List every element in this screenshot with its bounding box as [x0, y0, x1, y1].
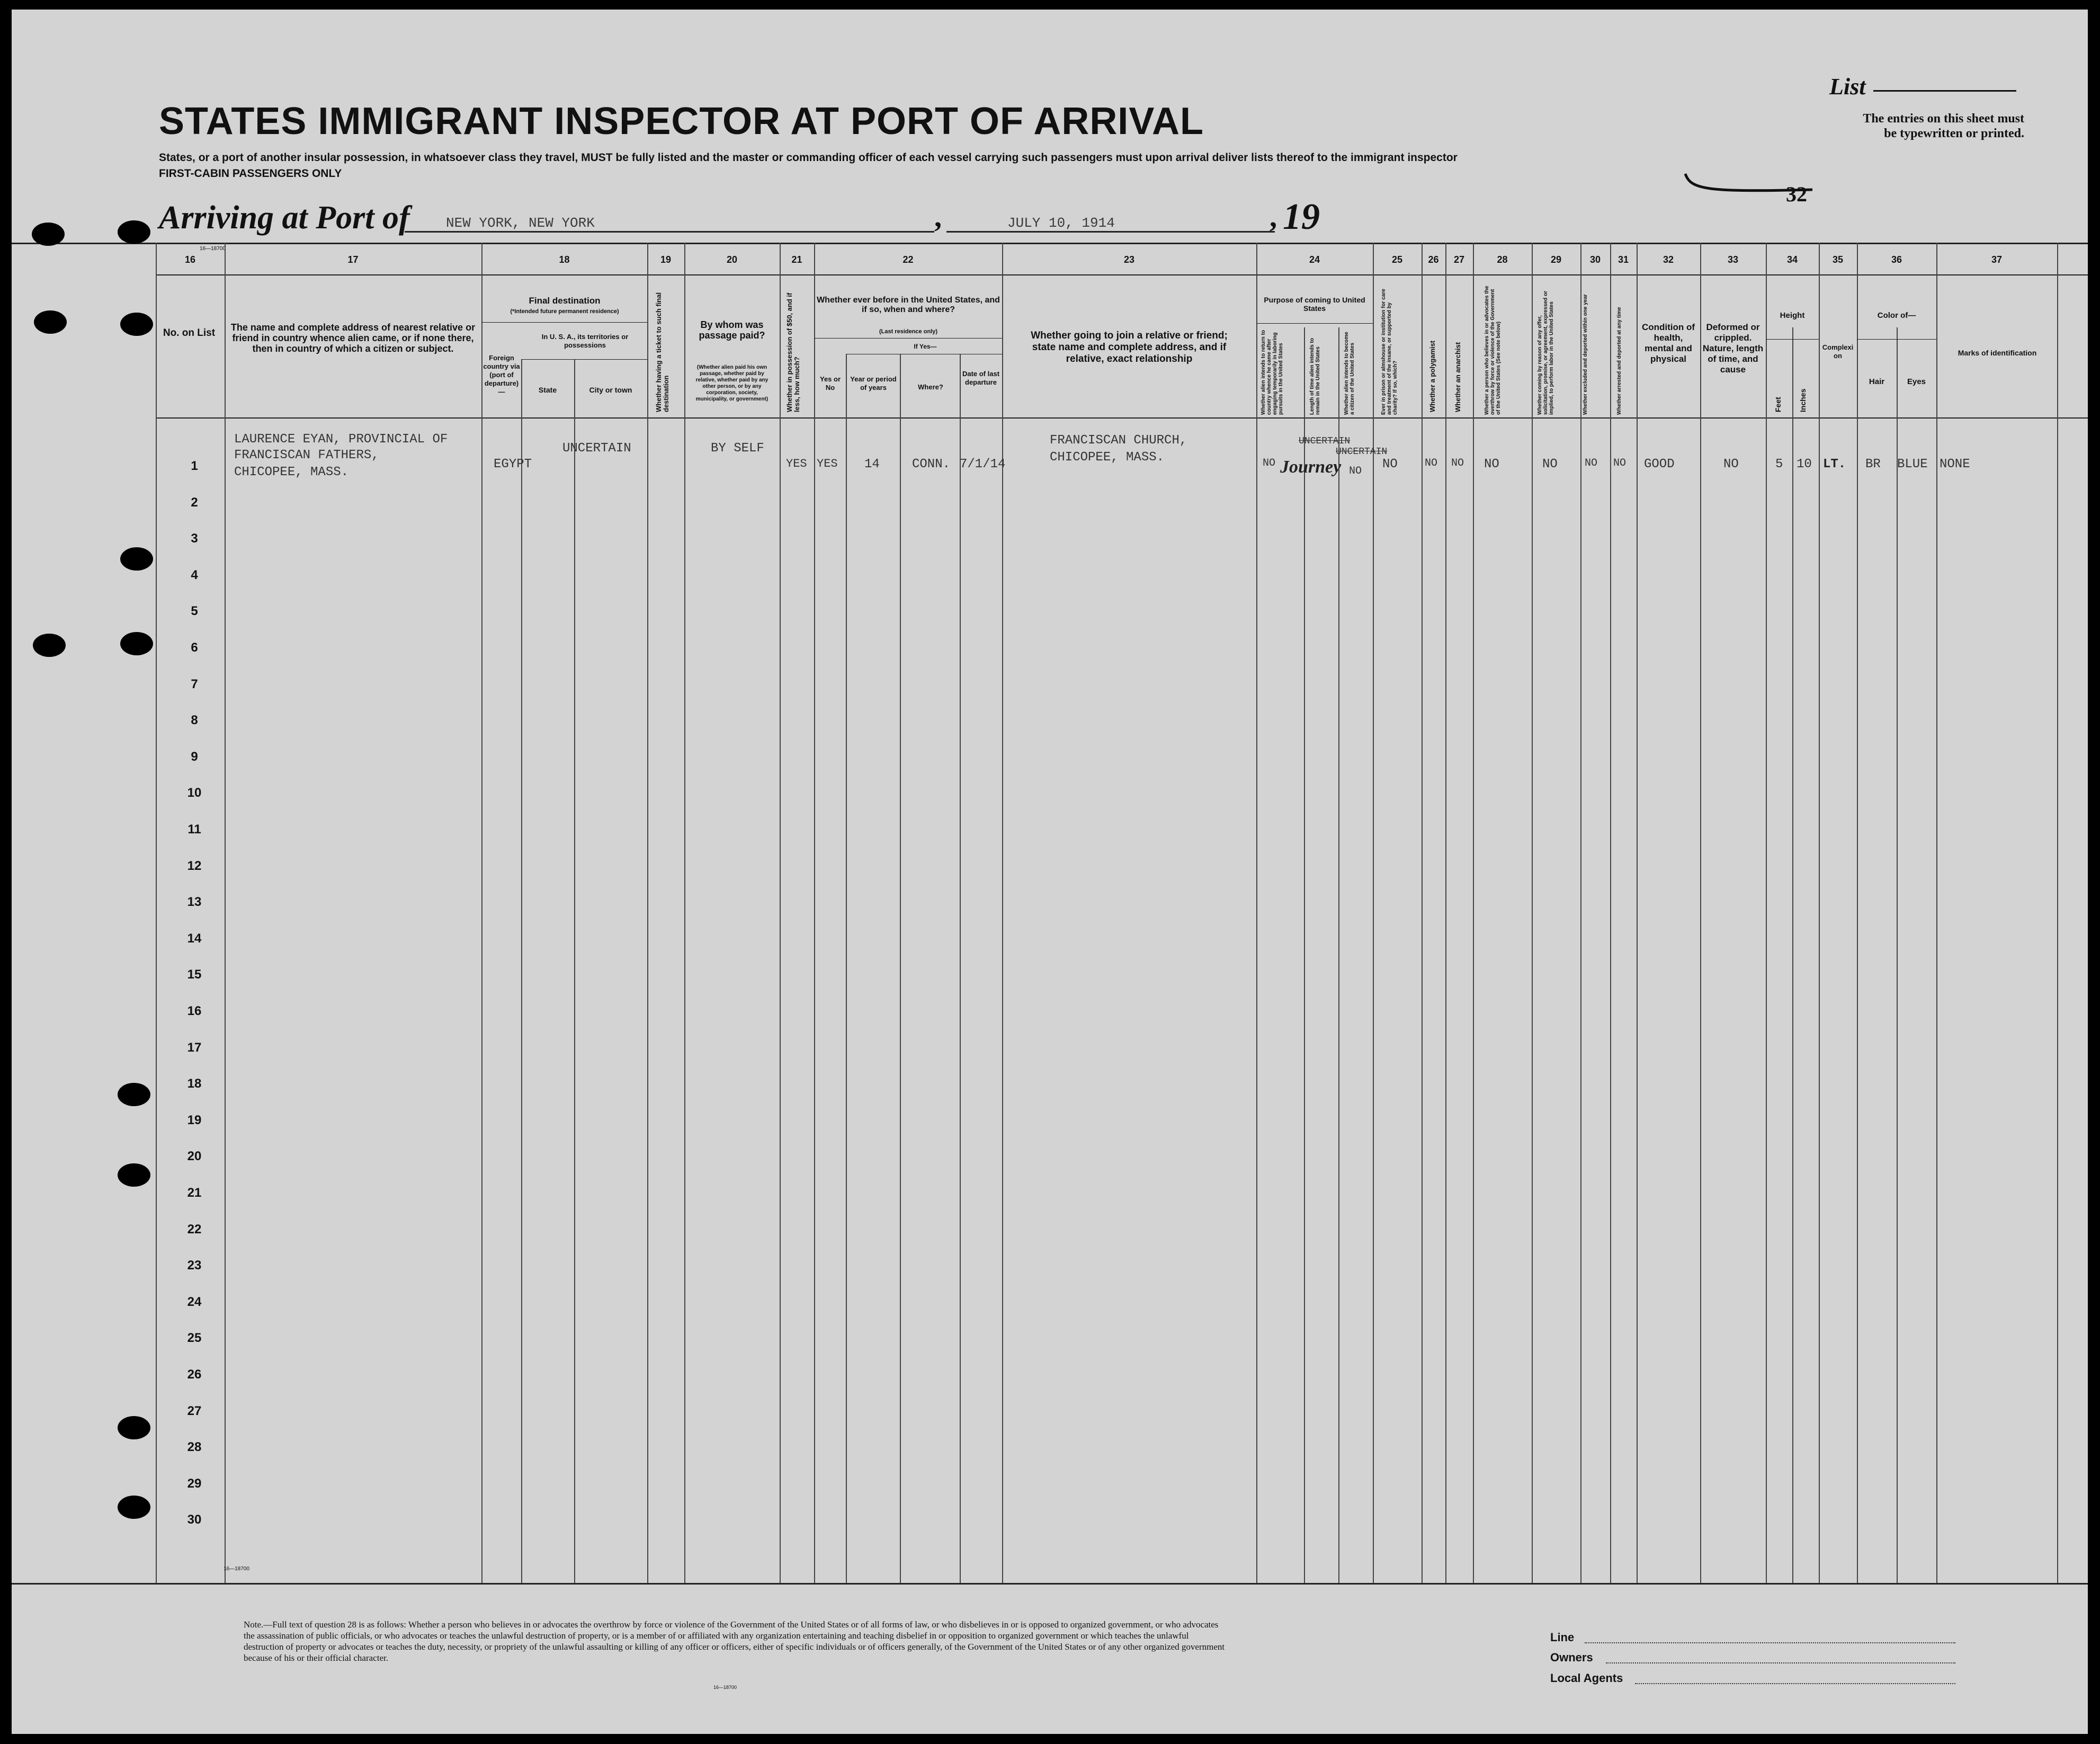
column-rule — [156, 243, 157, 1583]
col-37-header: Marks of identification — [1958, 349, 2037, 357]
row-number: 11 — [187, 822, 201, 837]
row1-passage-paid: BY SELF — [711, 441, 764, 456]
col-21-num: 21 — [791, 254, 802, 265]
row-number: 1 — [191, 459, 198, 473]
row-number: 30 — [187, 1512, 202, 1527]
column-rule — [684, 243, 685, 1583]
form-title: STATES IMMIGRANT INSPECTOR AT PORT OF ARRIVAL — [159, 100, 1204, 143]
manifest-sheet — [12, 10, 2088, 1734]
row-number: 28 — [187, 1440, 202, 1455]
col-32-num: 32 — [1663, 254, 1674, 265]
form-code-top: 16—18700 — [200, 246, 226, 252]
col-26-header: Whether a polygamist — [1428, 340, 1436, 412]
list-label: List — [1829, 74, 1866, 100]
col-22-date-header: Date of last departure — [962, 370, 1000, 386]
row1-labor: NO — [1542, 457, 1558, 471]
row-number: 23 — [187, 1258, 202, 1273]
col-21-header: Whether in possession of $50, and if less, how much? — [785, 292, 801, 412]
column-rule — [647, 243, 648, 1583]
form-code-bottom: 16—18700 — [713, 1685, 737, 1690]
row1-purpose-b2-struck: UNCERTAIN — [1336, 447, 1388, 457]
row1-inches: 10 — [1797, 457, 1812, 471]
row1-eyes: BLUE — [1897, 457, 1928, 471]
col-34-num: 34 — [1786, 254, 1798, 265]
row1-hair: BR — [1865, 457, 1881, 471]
row1-relative-line3: CHICOPEE, MASS. — [234, 465, 349, 479]
row-number: 22 — [187, 1222, 202, 1236]
column-rule — [1610, 243, 1611, 1583]
column-rule — [1338, 327, 1339, 1583]
col-27-header: Whether an anarchist — [1454, 342, 1462, 412]
column-number-rule — [156, 274, 2088, 275]
row-number: 27 — [187, 1403, 202, 1418]
row1-date-departure: 7/1/14 — [960, 457, 1006, 471]
arriving-label: Arriving at Port of — [159, 200, 410, 236]
col-23-header: Whether going to join a relative or friend; state name and complete address, and if relative, exact relationship — [1031, 330, 1228, 364]
comma-1: , — [934, 201, 942, 234]
row-number: 26 — [187, 1367, 202, 1382]
col-18-divider — [481, 322, 647, 323]
col-22-yesno-header: Yes or No — [819, 375, 841, 391]
instruction-text: States, or a port of another insular possession, in whatsoever class they travel, MUST be fully listed and the master or commanding officer of each vessel carrying such passengers must upon arrival deliver lists thereof to the immigrant inspector — [159, 152, 1458, 164]
line-field — [1585, 1642, 1955, 1643]
col-22-num: 22 — [902, 254, 914, 265]
row1-arrested: NO — [1613, 457, 1627, 469]
port-value: NEW YORK, NEW YORK — [446, 215, 595, 231]
col-36-hair-header: Hair — [1869, 377, 1885, 386]
column-rule — [574, 359, 575, 1583]
column-rule — [1445, 243, 1446, 1583]
row-number: 7 — [191, 677, 198, 691]
column-rule — [780, 243, 781, 1583]
column-rule — [1936, 243, 1937, 1583]
row-number: 14 — [187, 931, 202, 946]
col-24-divider — [1256, 323, 1373, 324]
col-20-num: 20 — [726, 254, 738, 265]
row-number: 4 — [191, 567, 198, 582]
row1-before-in-us: YES — [817, 457, 838, 470]
col-24-header: Purpose of coming to United States — [1264, 296, 1365, 313]
date-line — [946, 231, 1275, 233]
year-prefix: 19 — [1283, 197, 1320, 237]
col-34-header: Height — [1780, 311, 1805, 320]
col-30-num: 30 — [1589, 254, 1601, 265]
row-number: 10 — [187, 786, 202, 800]
column-rule — [1857, 243, 1858, 1583]
col-18-num: 18 — [559, 254, 570, 265]
col-18-usa-divider — [521, 359, 647, 360]
local-agents-field — [1635, 1683, 1955, 1684]
header-bottom-rule — [156, 417, 2088, 419]
col-36-eyes-header: Eyes — [1907, 377, 1926, 386]
col-33-num: 33 — [1727, 254, 1739, 265]
binder-hole — [120, 313, 153, 336]
col-29-num: 29 — [1550, 254, 1562, 265]
row-number: 29 — [187, 1476, 202, 1491]
table-bottom-rule — [12, 1583, 2088, 1585]
col-17-num: 17 — [347, 254, 359, 265]
row-number: 17 — [187, 1040, 202, 1055]
row1-handwritten-note: Journey — [1280, 457, 1342, 477]
row1-foreign-country: EGYPT — [494, 457, 532, 471]
col-22-where-header: Where? — [918, 383, 943, 391]
row1-purpose-c: NO — [1349, 465, 1362, 477]
col-19-header: Whether having a ticket to such final destination — [655, 292, 670, 412]
col-35-header: Complexion — [1822, 343, 1854, 360]
col-36-num: 36 — [1891, 254, 1902, 265]
binder-hole — [118, 1163, 150, 1187]
col-16-num: 16 — [184, 254, 196, 265]
row1-polygamist: NO — [1425, 457, 1438, 469]
row1-where: CONN. — [912, 457, 951, 471]
col-18-city-header: City or town — [589, 386, 632, 394]
column-rule — [1373, 243, 1374, 1583]
col-18-header: Final destination — [529, 296, 601, 306]
col-22-divider — [814, 338, 1002, 339]
col-27-num: 27 — [1453, 254, 1465, 265]
row1-city: UNCERTAIN — [562, 441, 631, 456]
col-16-header: No. on List — [163, 327, 216, 339]
row1-purpose-a: NO — [1263, 457, 1276, 469]
binder-hole — [120, 632, 153, 655]
row1-overthrow: NO — [1484, 457, 1499, 471]
date-value: JULY 10, 1914 — [1007, 215, 1115, 231]
column-rule — [1580, 243, 1581, 1583]
local-agents-label: Local Agents — [1550, 1671, 1623, 1685]
footer-note: Note.—Full text of question 28 is as follows: Whether a person who believes in or advocates the overthrow by force or violence of the Government of the United States or of all forms of law, or who disbelieves in or is opposed to organized government, or who advocates the assassination of public officials, or who advocates or teaches the unlawful destruction of property, or is a member of or affiliated with any organization entertaining and teaching disbelief in or opposition to organized government or which teaches the unlawful destruction of property or advocates or teaches the duty, necessity, or propriety of the unlawful assaulting or killing of any officer or officers, either of specific individuals or of officers generally, of the Government of the United States or of any other organized government because of his or their official character. — [244, 1620, 1225, 1663]
col-24c-header: Whether alien intends to become a citizen of the United States — [1344, 332, 1355, 415]
row1-complexion: LT. — [1823, 457, 1846, 471]
list-number-line — [1873, 90, 2016, 92]
binder-hole — [33, 634, 66, 657]
row1-relative-line1: LAURENCE EYAN, PROVINCIAL OF — [234, 432, 448, 447]
col-20-header: By whom was passage paid? — [699, 319, 765, 341]
row-number: 5 — [191, 604, 198, 619]
column-rule — [1473, 243, 1474, 1583]
col-22-header: Whether ever before in the United States, and if so, when and where? — [817, 296, 1000, 314]
col-22-sub: (Last residence only) — [879, 328, 938, 335]
column-rule — [481, 243, 482, 1583]
col-22-ifyes: If Yes— — [914, 343, 937, 350]
page-number: 32 — [1786, 182, 1807, 206]
column-rule — [1897, 327, 1898, 1583]
binder-hole — [118, 1416, 150, 1439]
owners-label: Owners — [1550, 1651, 1593, 1664]
column-rule — [1792, 327, 1793, 1583]
col-36-divider — [1857, 339, 1936, 340]
binder-hole — [34, 310, 67, 334]
cabin-class-label: FIRST-CABIN PASSENGERS ONLY — [159, 167, 342, 180]
column-rule — [1002, 243, 1003, 1583]
row-number: 20 — [187, 1149, 202, 1164]
binder-hole — [118, 1083, 150, 1106]
line-label: Line — [1550, 1631, 1575, 1644]
row1-purpose-b-struck: UNCERTAIN — [1299, 436, 1351, 447]
binder-hole — [120, 547, 153, 571]
col-34-feet-header: Feet — [1774, 397, 1782, 412]
row1-period: 14 — [864, 457, 880, 471]
col-35-num: 35 — [1832, 254, 1844, 265]
column-rule — [1637, 243, 1638, 1583]
row1-money: YES — [786, 457, 807, 470]
row-number: 15 — [187, 967, 202, 982]
col-24a-header: Whether alien intends to return to country whence he came after engaging temporarily in laboring pursuits in the United States — [1261, 330, 1284, 415]
col-18-sub: (*Intended future permanent residence) — [510, 308, 619, 315]
row-number: 16 — [187, 1004, 202, 1018]
row1-marks: NONE — [1940, 457, 1970, 471]
row-number: 3 — [191, 531, 198, 546]
owners-field — [1606, 1662, 1955, 1663]
column-rule — [1256, 243, 1257, 1583]
row-number: 19 — [187, 1113, 202, 1127]
col-22-period-header: Year or period of years — [850, 375, 897, 391]
row-number: 12 — [187, 858, 202, 873]
column-rule — [1532, 243, 1533, 1583]
col-25-num: 25 — [1391, 254, 1403, 265]
col-19-num: 19 — [660, 254, 672, 265]
col-29-header: Whether coming by reason of any offer, solicitation, promise, or agreement, expressed or implied, to perform labor in the United States — [1537, 291, 1554, 415]
row-number: 13 — [187, 895, 202, 910]
row-number: 2 — [191, 495, 198, 510]
binder-hole — [118, 220, 150, 244]
row-number: 8 — [191, 713, 198, 728]
binder-hole — [118, 1496, 150, 1519]
col-17-header: The name and complete address of nearest relative or friend in country whence alien came, or if none there, then in country of which a citizen or subject. — [230, 322, 476, 354]
row1-anarchist: NO — [1451, 457, 1464, 469]
row1-prison: NO — [1382, 457, 1398, 471]
row-number: 25 — [187, 1331, 202, 1346]
row1-joining-line2: CHICOPEE, MASS. — [1050, 450, 1165, 465]
col-34-divider — [1766, 339, 1819, 340]
col-26-num: 26 — [1428, 254, 1439, 265]
column-rule — [1422, 243, 1423, 1583]
header-top-rule — [12, 243, 2088, 244]
col-30-header: Whether excluded and deported within one year — [1583, 294, 1588, 415]
row1-joining-line1: FRANCISCAN CHURCH, — [1050, 433, 1187, 448]
col-24-num: 24 — [1309, 254, 1320, 265]
col-36-header: Color of— — [1877, 311, 1916, 320]
comma-2: , — [1270, 201, 1277, 234]
col-23-num: 23 — [1123, 254, 1135, 265]
row1-relative-line2: FRANCISCAN FATHERS, — [234, 448, 379, 462]
row-number: 24 — [187, 1294, 202, 1309]
column-rule — [900, 354, 901, 1583]
col-18-state-header: State — [538, 386, 557, 394]
port-line — [405, 231, 934, 233]
col-25-header: Ever in prison or almshouse or institution for care and treatment of the insane, or supported by charity? If so, which? — [1381, 289, 1398, 415]
col-32-header: Condition of health, mental and physical — [1641, 322, 1695, 364]
col-28-header: Whether a person who believes in or advocates the overthrow by force or violence of the Government of the United States (See note below) — [1484, 286, 1502, 415]
form-code-left: 16—18700 — [224, 1566, 249, 1572]
col-34-inches-header: Inches — [1799, 388, 1807, 412]
col-18-foreign-header: Foreign country via (port of departure)— — [483, 354, 520, 396]
column-rule — [846, 354, 847, 1583]
col-33-header: Deformed or crippled. Nature, length of time, and cause — [1702, 322, 1764, 375]
row1-deformed: NO — [1723, 457, 1739, 471]
binder-hole — [32, 223, 65, 246]
column-rule — [1700, 243, 1701, 1583]
column-rule — [1304, 327, 1305, 1583]
row-number: 9 — [191, 749, 198, 764]
col-37-num: 37 — [1991, 254, 2003, 265]
entries-note: The entries on this sheet must be typewritten or printed. — [1863, 112, 2024, 140]
row-number: 6 — [191, 640, 198, 655]
col-24b-header: Length of time alien intends to remain in the United States — [1309, 338, 1321, 415]
col-20-sub: (Whether alien paid his own passage, whether paid by relative, whether paid by any other person, or by any corporation, society, municipality, or government) — [695, 364, 768, 402]
col-31-header: Whether arrested and deported at any time — [1616, 307, 1622, 415]
column-rule — [1819, 243, 1820, 1583]
column-rule — [1766, 243, 1767, 1583]
row-number: 18 — [187, 1076, 202, 1091]
row-number: 21 — [187, 1186, 202, 1200]
col-31-num: 31 — [1618, 254, 1629, 265]
col-28-num: 28 — [1497, 254, 1508, 265]
column-rule — [521, 359, 522, 1583]
column-rule — [814, 243, 815, 1583]
row1-health: GOOD — [1644, 457, 1675, 471]
column-rule — [960, 354, 961, 1583]
row1-feet: 5 — [1775, 457, 1783, 471]
column-rule — [225, 243, 226, 1583]
column-rule — [2057, 243, 2058, 1583]
row1-excluded: NO — [1585, 457, 1598, 469]
col-18-usa-header: In U. S. A., its territories or possessions — [541, 333, 629, 349]
